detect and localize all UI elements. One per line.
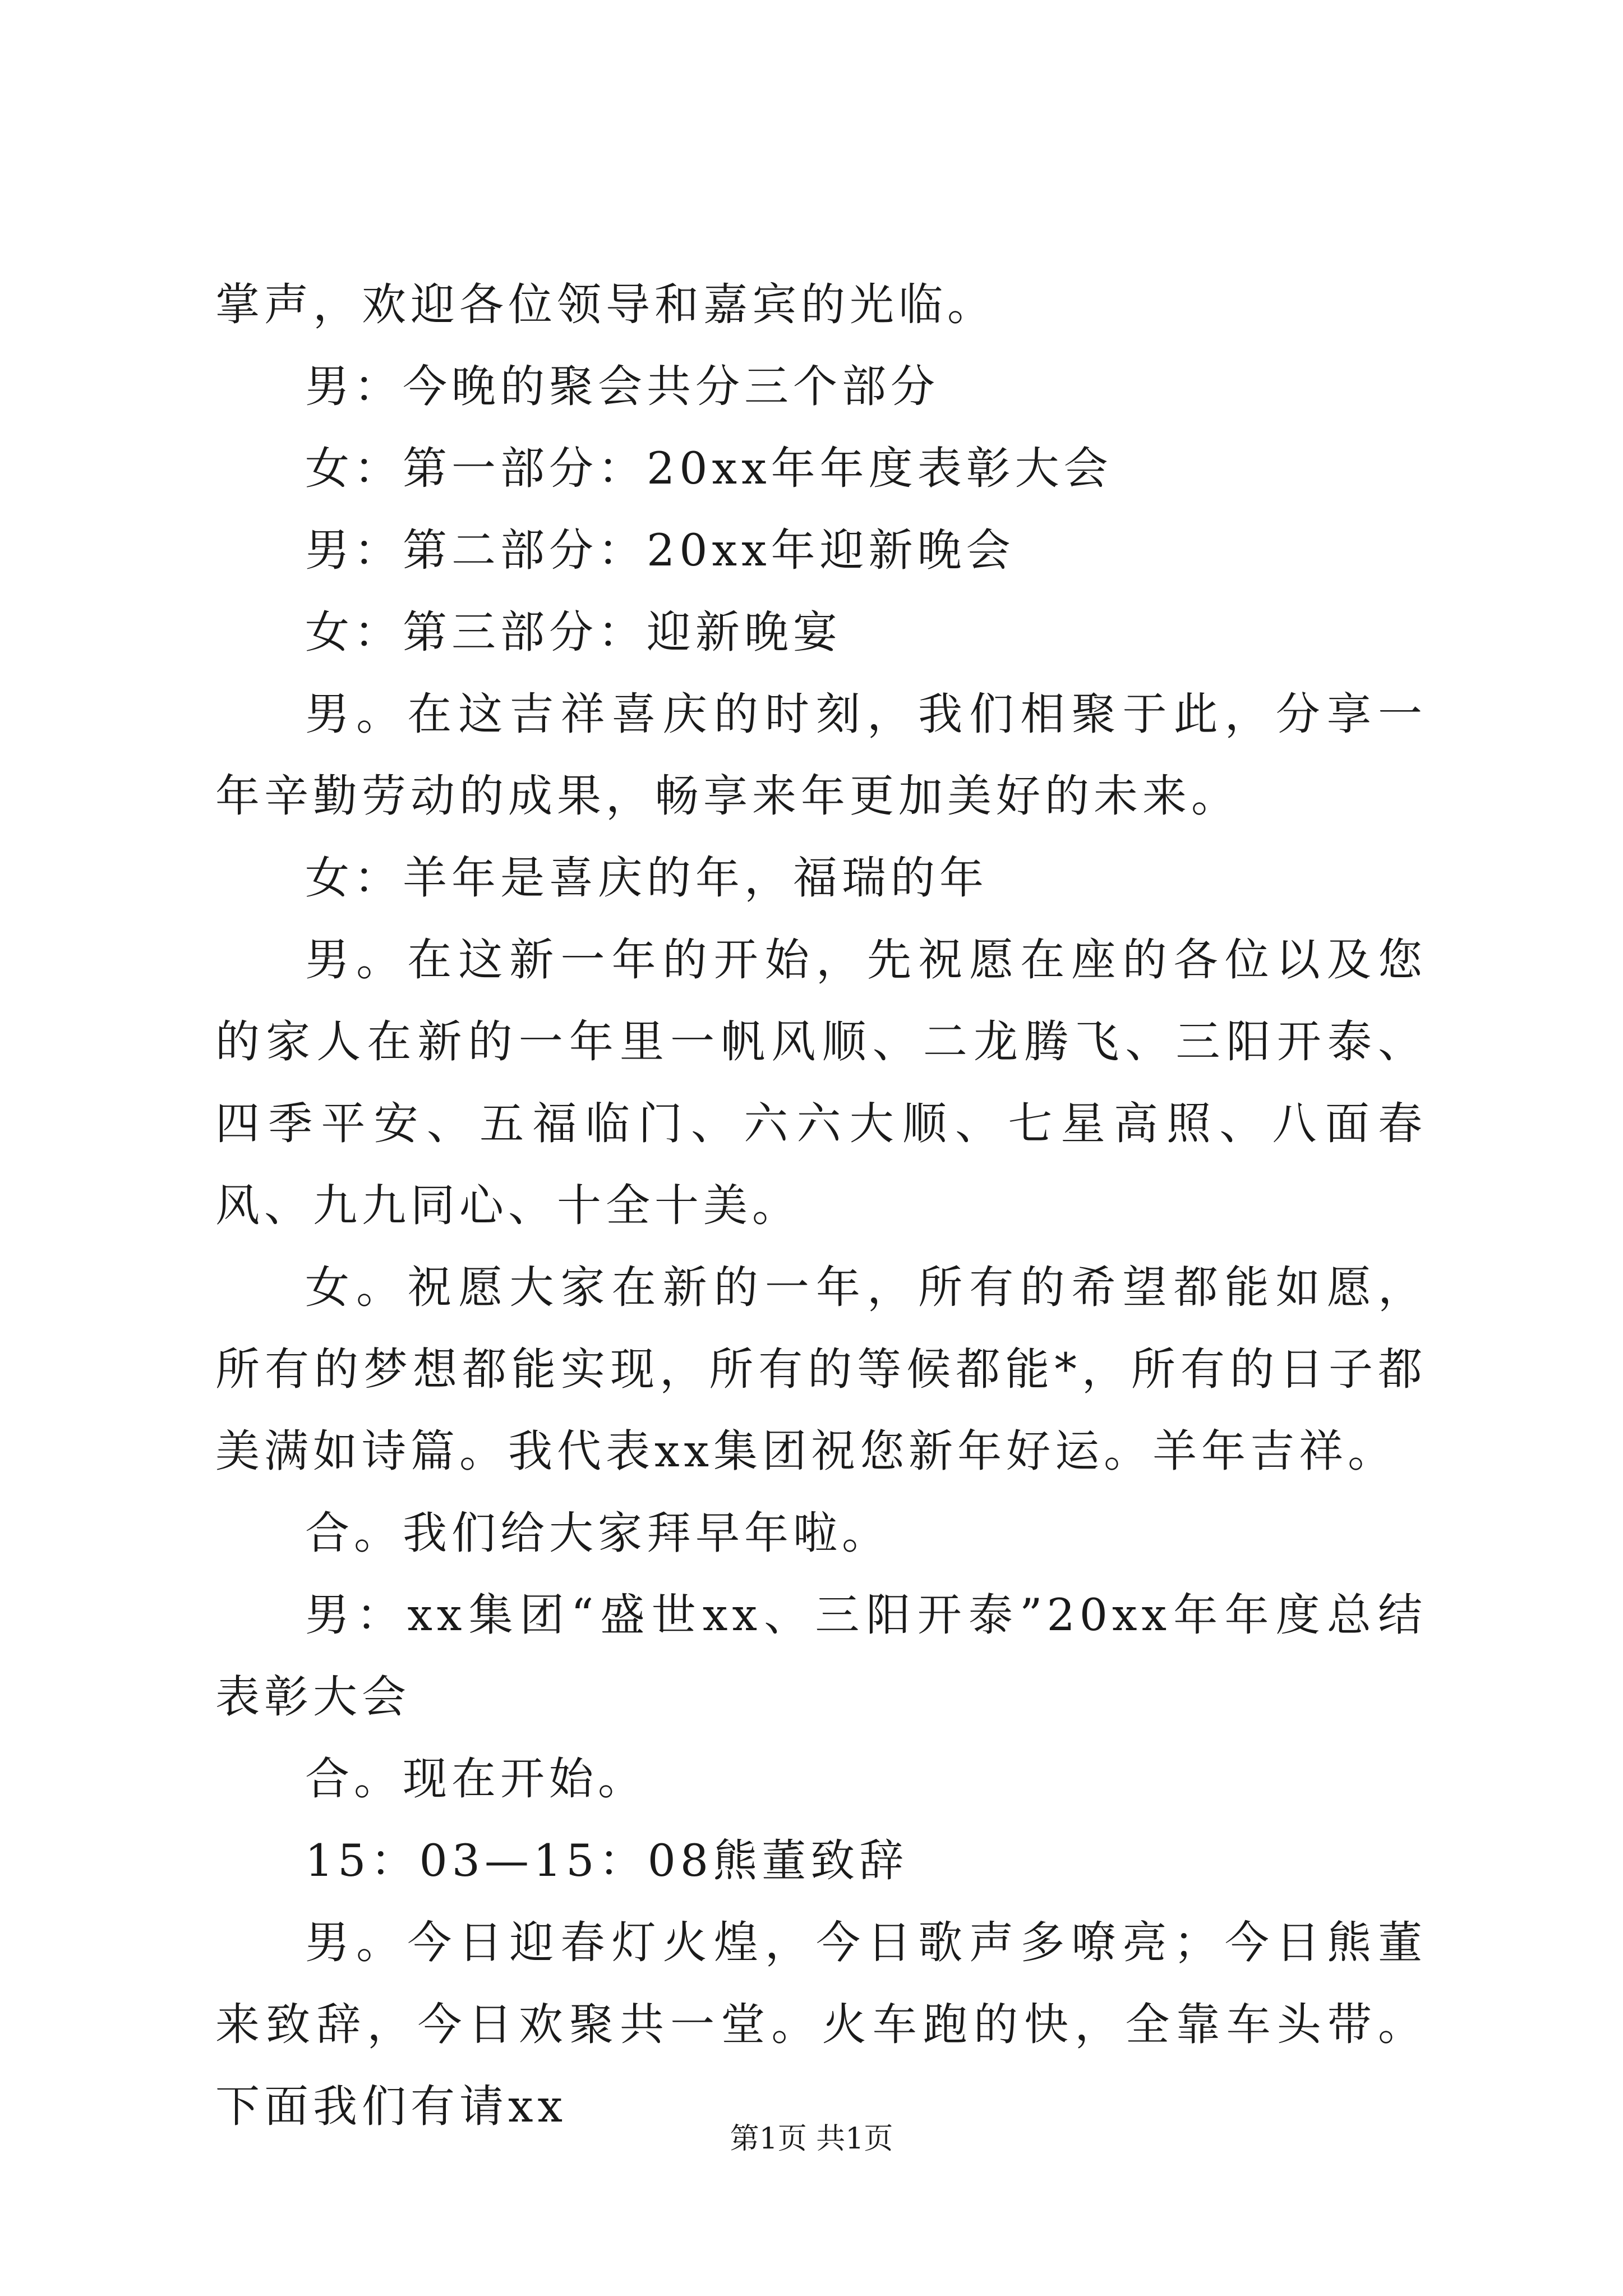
paragraph-5: 女：第三部分：迎新晚宴 (305, 606, 842, 658)
paragraph-11: 男：xx集团“盛世xx、三阳开泰”20xx年年度总结表彰大会 (215, 1589, 1427, 1723)
paragraph-2: 男：今晚的聚会共分三个部分 (305, 361, 939, 412)
paragraph-1: 掌声，欢迎各位领导和嘉宾的光临。 (215, 279, 996, 330)
paragraph-13: 15：03—15：08熊董致辞 (305, 1835, 909, 1887)
paragraph-3: 女：第一部分：20xx年年度表彰大会 (305, 443, 1113, 494)
document-body (215, 264, 1427, 2147)
page-footer: 第1页 共1页 (730, 2122, 893, 2156)
paragraph-7: 女：羊年是喜庆的年，福瑞的年 (305, 852, 988, 904)
paragraph-4: 男：第二部分：20xx年迎新晚会 (305, 524, 1015, 576)
paragraph-8: 男。在这新一年的开始，先祝愿在座的各位以及您的家人在新的一年里一帆风顺、二龙腾飞、三阳开泰、四季平安、五福临门、六六大顺、七星高照、八面春风、九九同心、十全十美。 (215, 934, 1427, 1231)
paragraph-9: 女。祝愿大家在新的一年，所有的希望都能如愿，所有的梦想都能实现，所有的等候都能*，所有的日子都美满如诗篇。我代表xx集团祝您新年好运。羊年吉祥。 (215, 1262, 1427, 1477)
paragraph-12: 合。现在开始。 (305, 1753, 647, 1805)
paragraph-14: 男。今日迎春灯火煌，今日歌声多嘹亮；今日熊董来致辞，今日欢聚共一堂。火车跑的快，全靠车头带。下面我们有请xx (215, 1917, 1427, 2132)
paragraph-6: 男。在这吉祥喜庆的时刻，我们相聚于此，分享一年辛勤劳动的成果，畅享来年更加美好的未来。 (215, 688, 1427, 822)
paragraph-10: 合。我们给大家拜早年啦。 (305, 1507, 891, 1559)
